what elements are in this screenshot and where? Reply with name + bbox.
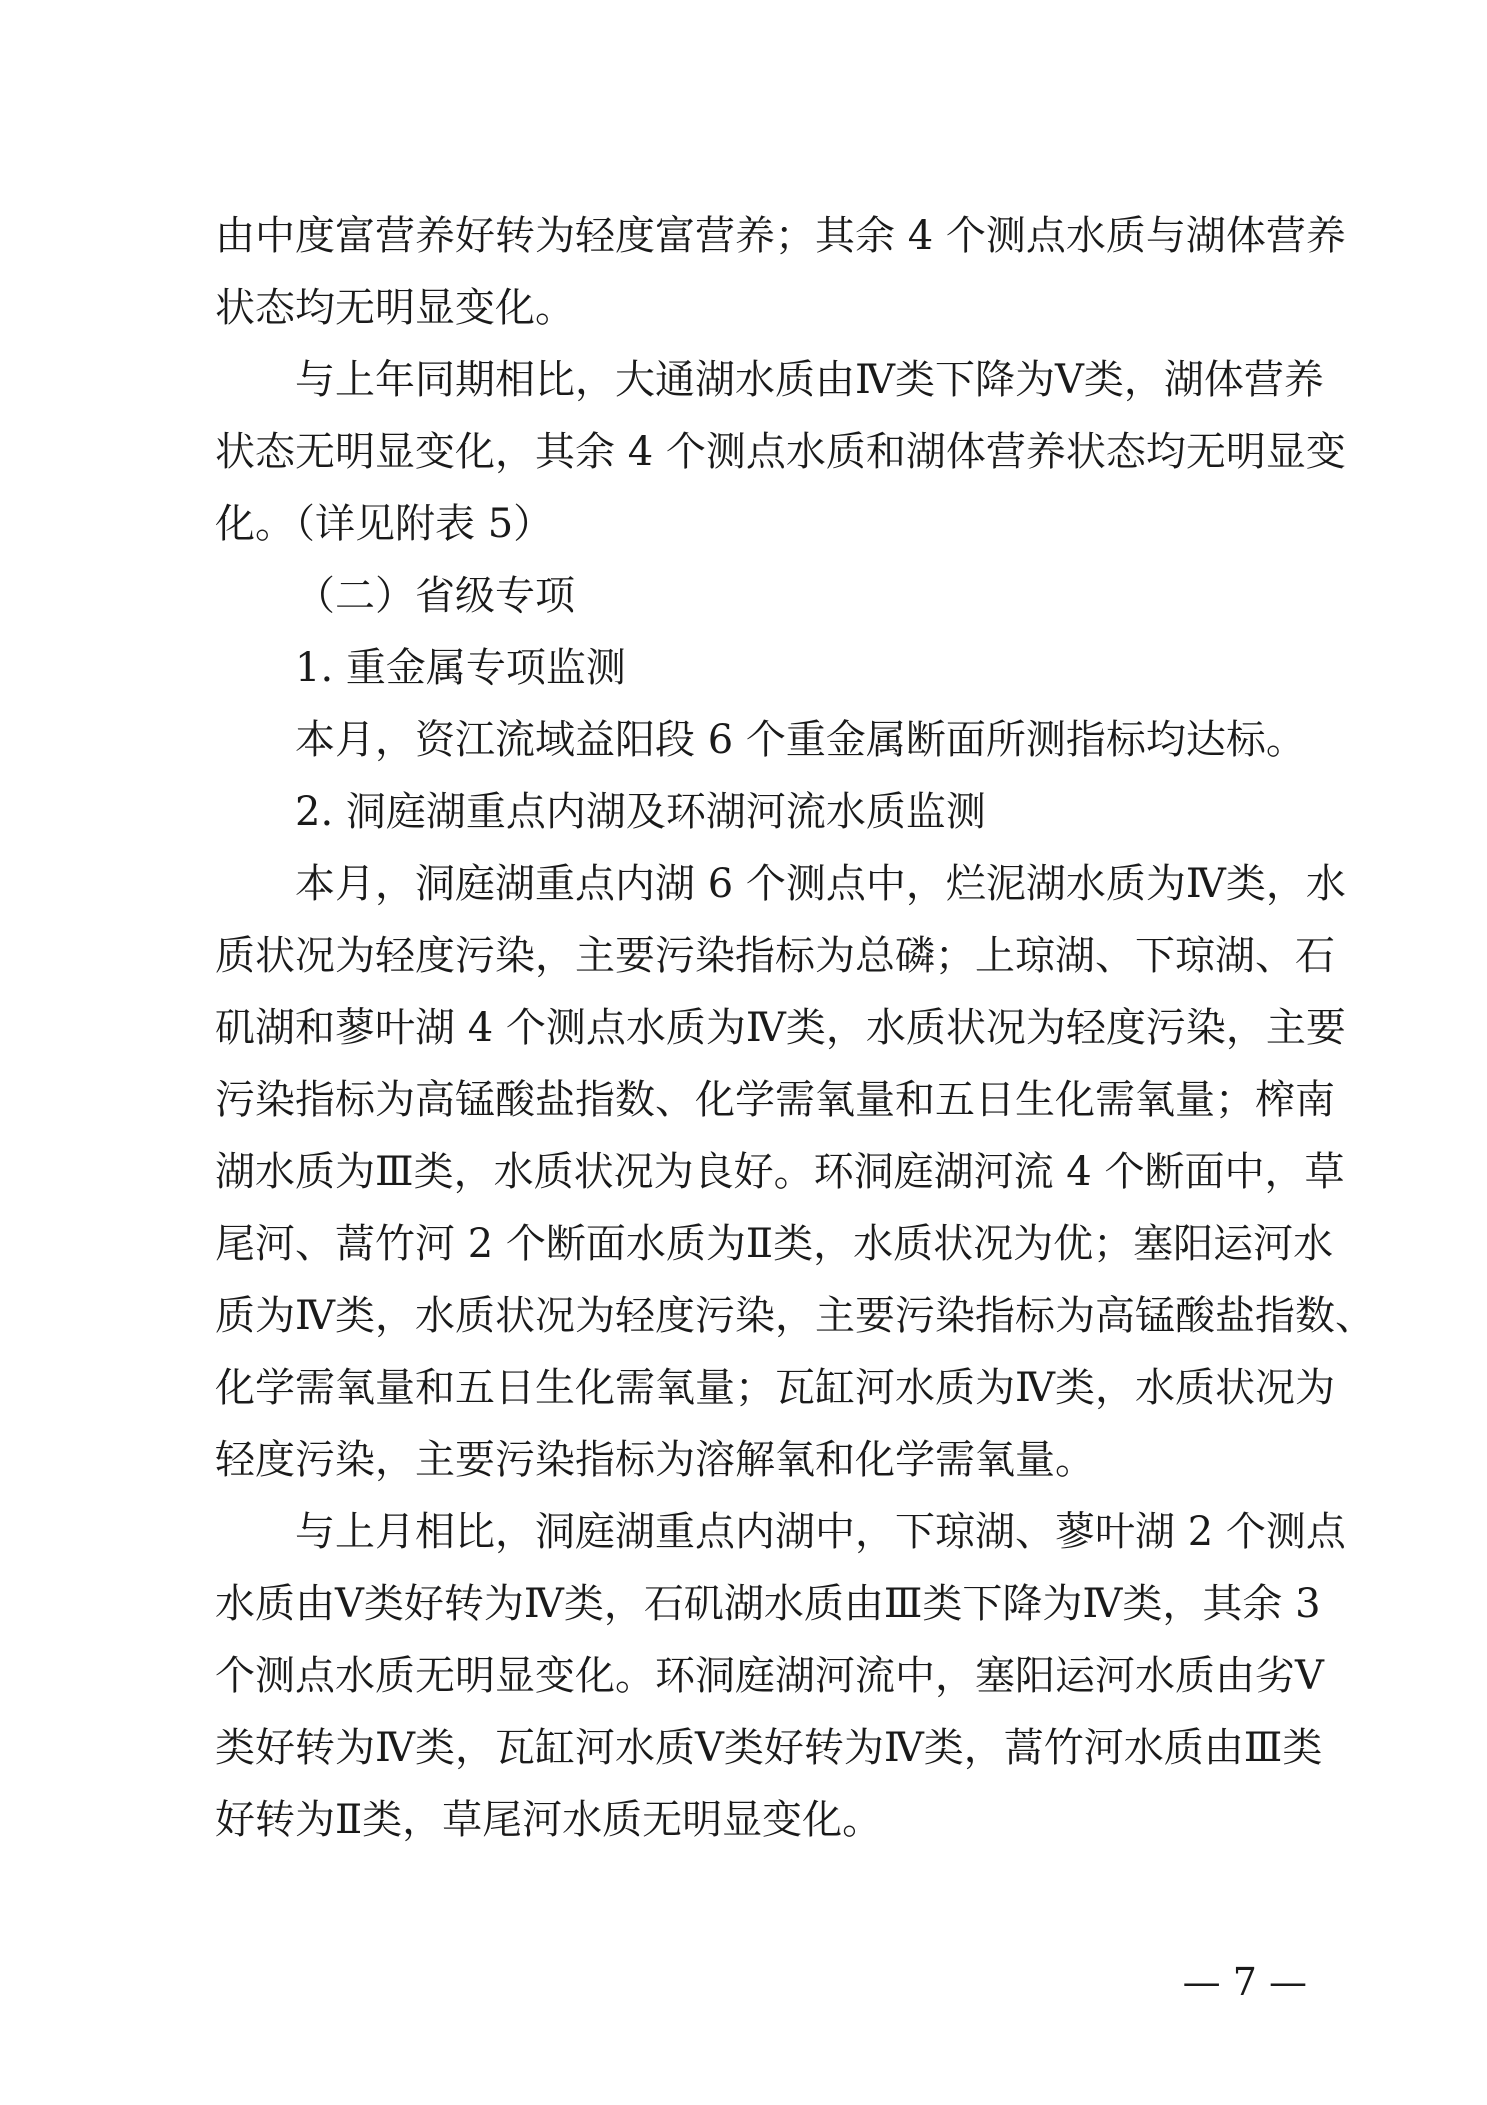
text-line: 2. 洞庭湖重点内湖及环湖河流水质监测 — [295, 789, 986, 835]
text-line: 状态无明显变化，其余 4 个测点水质和湖体营养状态均无明显变 — [215, 429, 1346, 475]
text-line: 污染指标为高锰酸盐指数、化学需氧量和五日生化需氧量；榨南 — [215, 1077, 1335, 1123]
page-number: — 7 — — [1182, 1960, 1307, 2004]
text-line: 由中度富营养好转为轻度富营养；其余 4 个测点水质与湖体营养 — [215, 213, 1346, 259]
document-body — [215, 200, 1375, 1856]
text-line: 与上年同期相比，大通湖水质由Ⅳ类下降为Ⅴ类，湖体营养 — [295, 357, 1324, 403]
text-line: 化。（详见附表 5） — [215, 501, 554, 547]
text-line: 水质由Ⅴ类好转为Ⅳ类，石矶湖水质由Ⅲ类下降为Ⅳ类，其余 3 — [215, 1581, 1321, 1627]
text-line: 1. 重金属专项监测 — [295, 645, 626, 691]
text-line: 类好转为Ⅳ类，瓦缸河水质Ⅴ类好转为Ⅳ类，蒿竹河水质由Ⅲ类 — [215, 1725, 1323, 1771]
text-line: 本月，洞庭湖重点内湖 6 个测点中，烂泥湖水质为Ⅳ类，水 — [295, 861, 1346, 907]
text-line: 化学需氧量和五日生化需氧量；瓦缸河水质为Ⅳ类，水质状况为 — [215, 1365, 1335, 1411]
text-line: 轻度污染，主要污染指标为溶解氧和化学需氧量。 — [215, 1437, 1095, 1483]
text-line: 好转为Ⅱ类，草尾河水质无明显变化。 — [215, 1797, 883, 1843]
text-line: 矶湖和蓼叶湖 4 个测点水质为Ⅳ类，水质状况为轻度污染，主要 — [215, 1005, 1346, 1051]
text-line: 尾河、蒿竹河 2 个断面水质为Ⅱ类，水质状况为优；塞阳运河水 — [215, 1221, 1334, 1267]
text-line: 与上月相比，洞庭湖重点内湖中，下琼湖、蓼叶湖 2 个测点 — [295, 1509, 1346, 1555]
text-line: 湖水质为Ⅲ类，水质状况为良好。环洞庭湖河流 4 个断面中，草 — [215, 1149, 1345, 1195]
text-line: 质为Ⅳ类，水质状况为轻度污染，主要污染指标为高锰酸盐指数、 — [215, 1293, 1375, 1339]
text-line: 质状况为轻度污染，主要污染指标为总磷；上琼湖、下琼湖、石 — [215, 933, 1335, 979]
text-line: 本月，资江流域益阳段 6 个重金属断面所测指标均达标。 — [295, 717, 1306, 763]
text-line: 状态均无明显变化。 — [215, 285, 575, 331]
text-line: 个测点水质无明显变化。环洞庭湖河流中，塞阳运河水质由劣Ⅴ — [215, 1653, 1324, 1699]
text-line: （二）省级专项 — [295, 573, 575, 619]
